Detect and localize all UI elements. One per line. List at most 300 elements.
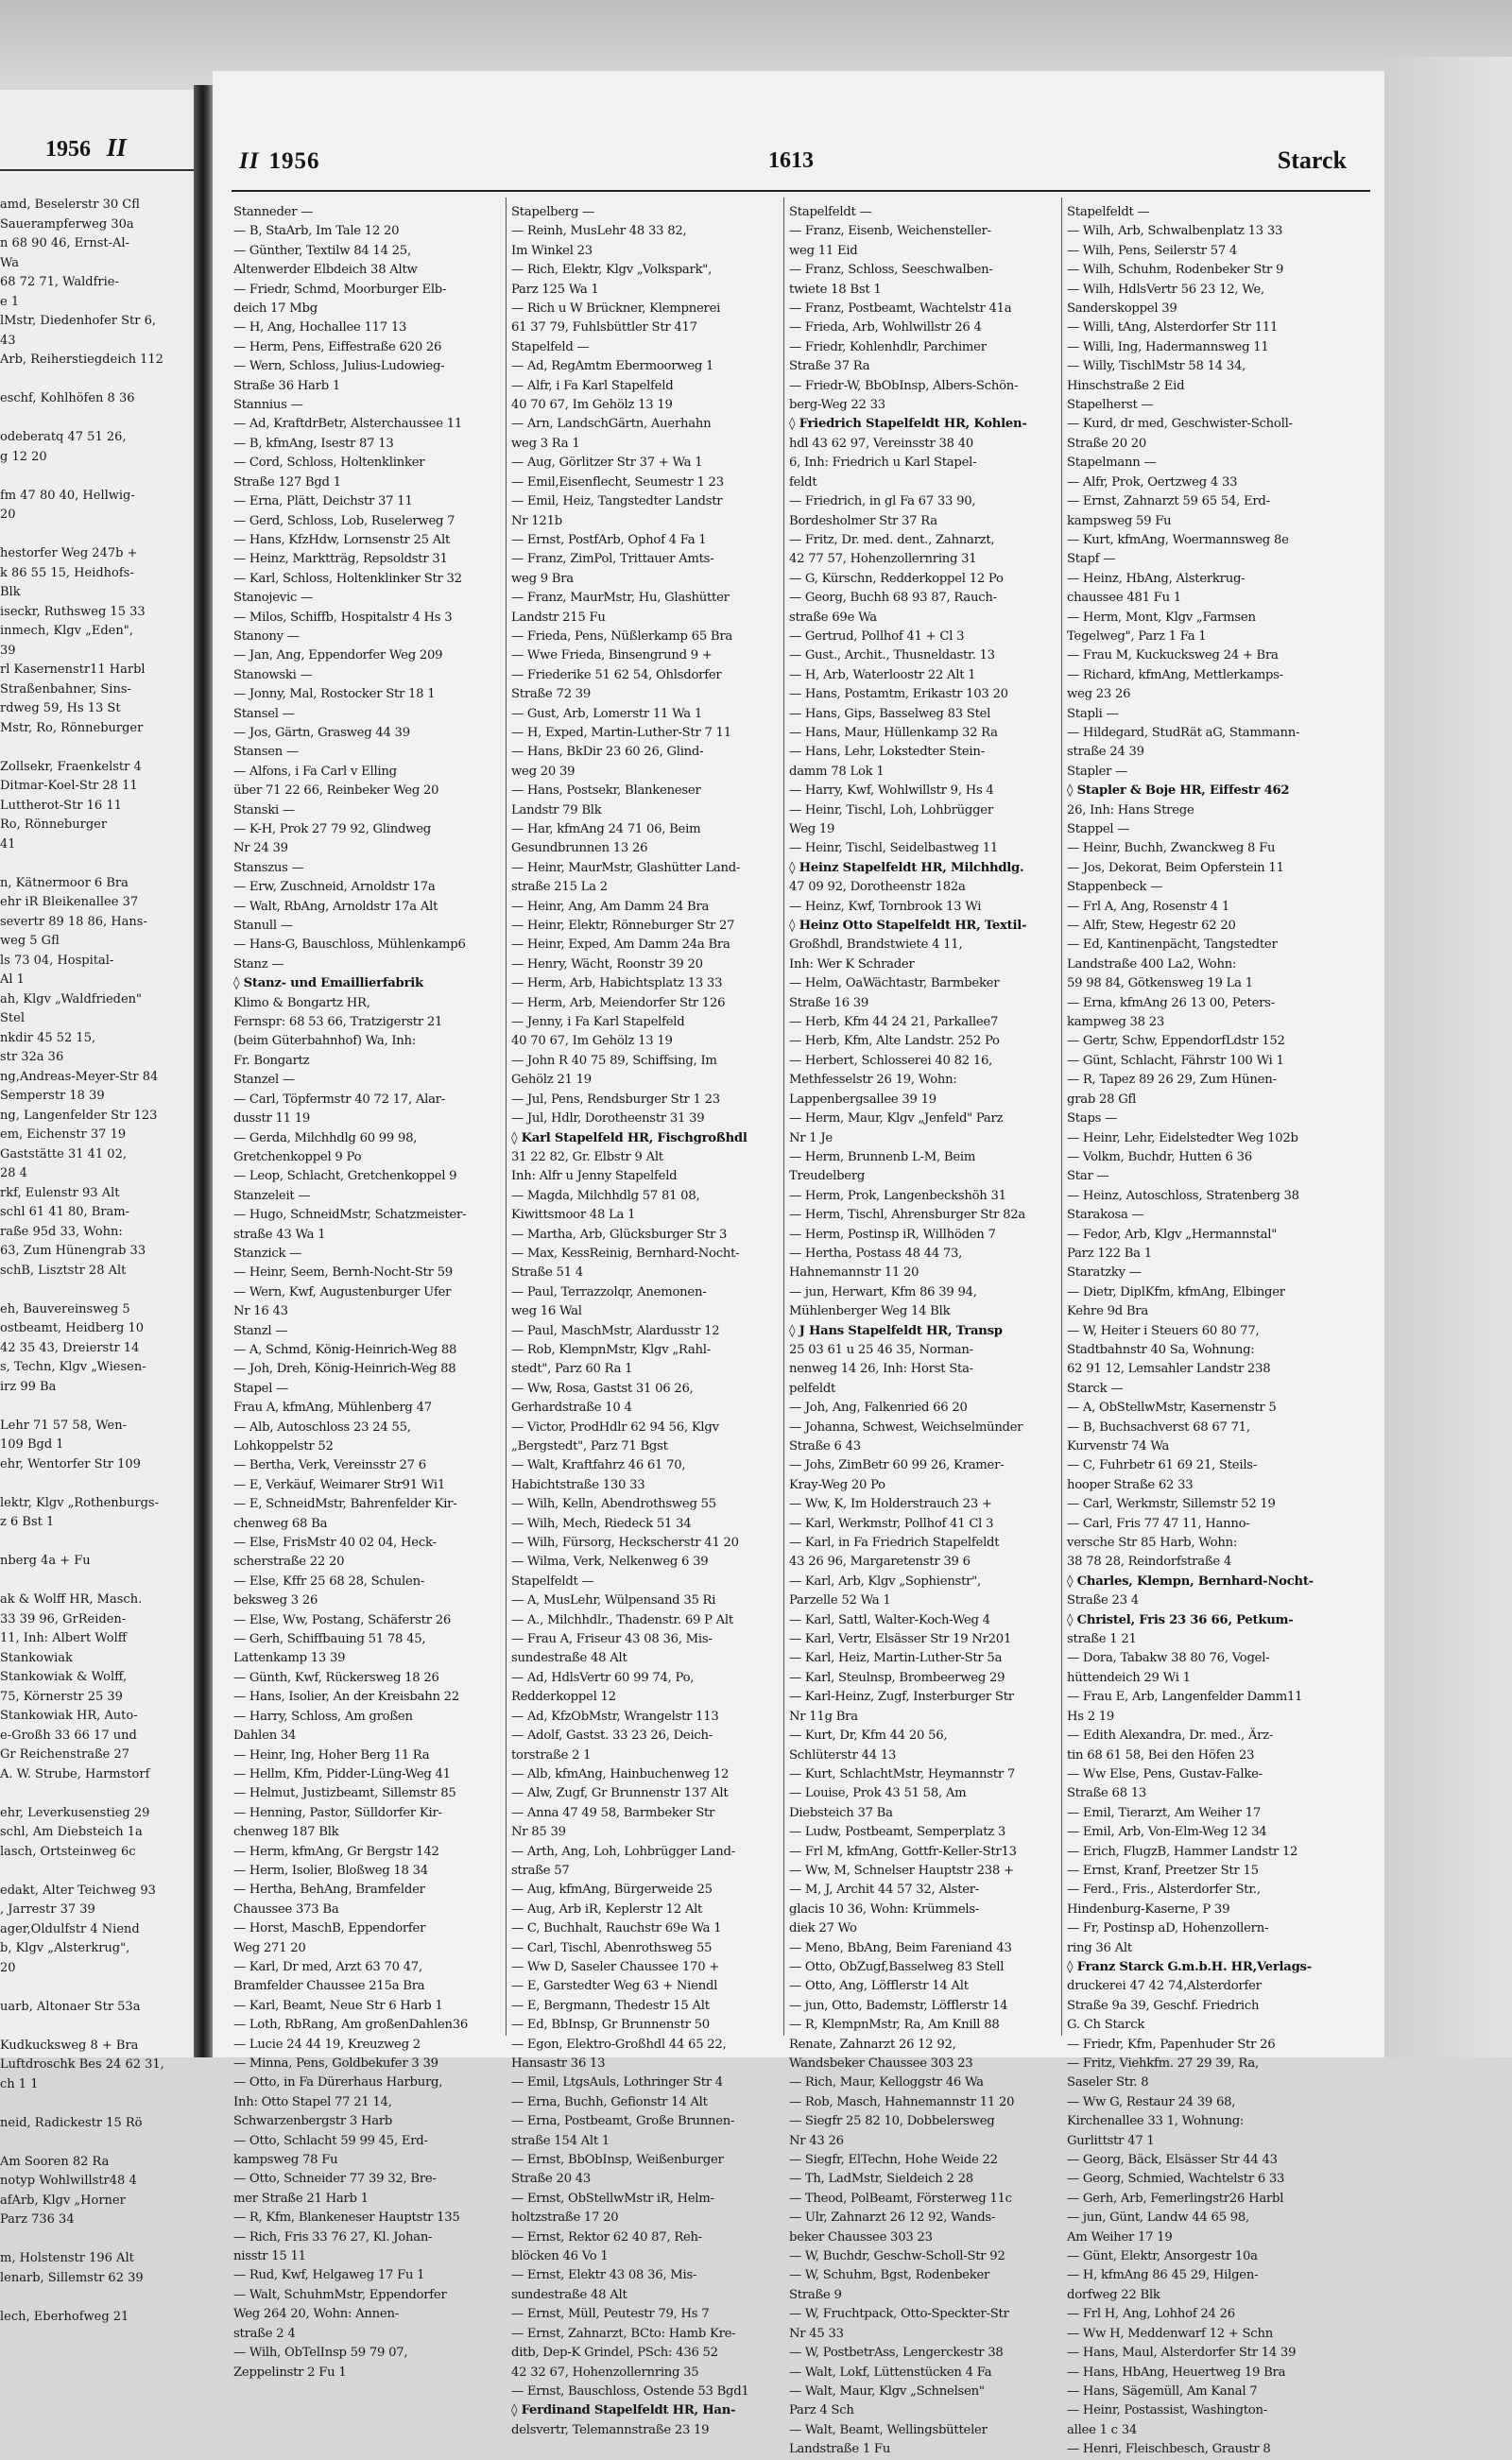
left-page-fragment	[0, 90, 194, 2324]
surname-heading: Stapler —	[1067, 764, 1128, 779]
left-page-volume: II	[106, 133, 127, 162]
directory-entry-line: — Milos, Schiffb, Hospitalstr 4 Hs 3	[233, 610, 453, 625]
directory-entry-line: — Rich, Maur, Kelloggstr 46 Wa	[789, 2075, 984, 2090]
left-fragment-line: Parz 736 34	[0, 2212, 75, 2227]
directory-entry-line: ◊ J Hans Stapelfeldt HR, Transp	[789, 1323, 1003, 1338]
directory-entry-line: Fr. Bongartz	[233, 1053, 310, 1068]
directory-entry-line: — Wilh, Mech, Riedeck 51 34	[511, 1516, 692, 1531]
left-fragment-line: Al 1	[0, 972, 25, 987]
left-fragment-line: Sauerampferweg 30a	[0, 216, 134, 232]
left-fragment-line: 11, Inh: Albert Wolff	[0, 1631, 128, 1645]
directory-entry-line: — Karl, Steulnsp, Brombeerweg 29	[789, 1670, 1005, 1685]
directory-entry-line: Weg 19	[789, 822, 835, 836]
directory-entry-line: — Hans, Maul, Alsterdorfer Str 14 39	[1067, 2346, 1297, 2361]
directory-entry-line: Stadtbahnstr 40 Sa, Wohnung:	[1067, 1342, 1255, 1357]
directory-entry-line: — Wilh, ObTelInsp 59 79 07,	[233, 2346, 408, 2361]
directory-entry-line: — Walt, Maur, Klgv „Schnelsen"	[789, 2383, 985, 2399]
directory-entry-line: — Georg, Schmied, Wachtelstr 6 33	[1067, 2172, 1285, 2187]
directory-entry-line: twiete 18 Bst 1	[789, 282, 882, 297]
directory-entry-line: — Carl, Töpfermstr 40 72 17, Alar-	[233, 1092, 445, 1107]
directory-entry-line: — Ernst, Zahnarzt, BCto: Hamb Kre-	[511, 2326, 736, 2341]
left-fragment-line: Lehr 71 57 58, Wen-	[0, 1418, 127, 1433]
directory-entry-line: — Otto, Schneider 77 39 32, Bre-	[233, 2172, 437, 2187]
directory-entry-line: Straße 9a 39, Geschf. Friedrich	[1067, 1998, 1260, 2013]
directory-entry-line: — Volkm, Buchdr, Hutten 6 36	[1067, 1149, 1252, 1164]
directory-entry-line: — Joh, Ang, Falkenried 66 20	[789, 1401, 968, 1416]
directory-entry-line: — B, kfmAng, Isestr 87 13	[233, 436, 394, 451]
directory-entry-line: 61 37 79, Fuhlsbüttler Str 417	[511, 320, 697, 335]
directory-entry-line: diek 27 Wo	[789, 1921, 857, 1936]
directory-entry-line: — Jos, Gärtn, Grasweg 44 39	[233, 725, 410, 740]
directory-entry-line: — Heinr, Buchh, Zwanckweg 8 Fu	[1067, 841, 1276, 856]
directory-entry-line: — Joh, Dreh, König-Heinrich-Weg 88	[233, 1362, 456, 1377]
left-fragment-line: 20	[0, 507, 16, 522]
directory-entry-line: — Walt, RbAng, Arnoldstr 17a Alt	[233, 899, 438, 914]
directory-entry-line: — Adolf, Gastst. 33 23 26, Deich-	[511, 1729, 713, 1744]
directory-entry-line: — Kurt, Dr, Kfm 44 20 56,	[789, 1729, 948, 1744]
directory-entry-line: — Rud, Kwf, Helgaweg 17 Fu 1	[233, 2268, 425, 2283]
directory-entry-line: weg 11 Eid	[789, 243, 858, 258]
left-fragment-line: irz 99 Ba	[0, 1379, 57, 1394]
left-fragment-line: afArb, Klgv „Horner	[0, 2193, 126, 2208]
directory-entry-line: — Günt, Schlacht, Fährstr 100 Wi 1	[1067, 1053, 1284, 1068]
directory-entry-line: — Alfr, i Fa Karl Stapelfeld	[511, 378, 674, 393]
directory-entry-line: Gesundbrunnen 13 26	[511, 841, 648, 856]
directory-entry-line: Hansastr 36 13	[511, 2056, 606, 2071]
directory-entry-line: — jun, Günt, Landw 44 65 98,	[1067, 2211, 1249, 2226]
left-fragment-line	[0, 1784, 176, 1804]
page-header	[239, 145, 1364, 179]
directory-entry-line: — Max, KessReinig, Bernhard-Nocht-	[511, 1246, 740, 1261]
directory-entry-line: — Hugo, SchneidMstr, Schatzmeister-	[233, 1208, 467, 1223]
left-fragment-line: severtr 89 18 86, Hans-	[0, 914, 147, 929]
directory-entry-line: Straße 23 4	[1067, 1593, 1139, 1608]
directory-entry-line: — Heinz, Kwf, Tornbrook 13 Wi	[789, 899, 982, 914]
column-divider	[506, 198, 507, 2036]
left-fragment-line: 109 Bgd 1	[0, 1437, 64, 1452]
directory-entry-line: — G, Kürschn, Redderkoppel 12 Po	[789, 571, 1004, 586]
surname-heading: Stapelfeldt —	[511, 1574, 594, 1589]
left-fragment-line: Stankowiak & Wolff,	[0, 1670, 128, 1684]
directory-entry-line: Nr 45 33	[789, 2326, 844, 2341]
directory-entry-line: Landstraße 400 La2, Wohn:	[1067, 956, 1237, 972]
left-fragment-line	[0, 1533, 176, 1553]
directory-entry-line: Nr 43 26	[789, 2133, 844, 2148]
directory-entry-line: — Friedrich, in gl Fa 67 33 90,	[789, 494, 976, 509]
directory-entry-line: — Ernst, Bauschloss, Ostende 53 Bgd1	[511, 2383, 749, 2399]
surname-heading: Star —	[1067, 1169, 1109, 1184]
directory-entry-line: — Ernst, Rektor 62 40 87, Reh-	[511, 2229, 703, 2245]
directory-entry-line: — Herb, Kfm 44 24 21, Parkallee7	[789, 1015, 999, 1030]
directory-entry-line: delsvertr, Telemannstraße 23 19	[511, 2422, 710, 2437]
left-fragment-line	[0, 2094, 176, 2114]
directory-entry-line: Bordesholmer Str 37 Ra	[789, 513, 937, 528]
directory-entry-line: — Alb, kfmAng, Hainbuchenweg 12	[511, 1766, 730, 1781]
directory-entry-line: Hahnemannstr 11 20	[789, 1265, 919, 1281]
directory-entry-line: — Rob, KlempnMstr, Klgv „Rahl-	[511, 1342, 711, 1357]
left-fragment-line: b, Klgv „Alsterkrug",	[0, 1941, 130, 1955]
directory-entry-line: beksweg 3 26	[233, 1593, 318, 1608]
directory-entry-line: — Ernst, Elektr 43 08 36, Mis-	[511, 2268, 697, 2283]
volume-label	[239, 148, 319, 175]
left-fragment-line: em, Eichenstr 37 19	[0, 1127, 127, 1142]
directory-entry-line: — Walt, Beamt, Wellingsbütteler	[789, 2422, 988, 2437]
directory-entry-line: — Günther, Textilw 84 14 25,	[233, 243, 411, 258]
directory-entry-line: — Lucie 24 44 19, Kreuzweg 2	[233, 2037, 421, 2052]
surname-heading: Starakosa —	[1067, 1208, 1144, 1223]
directory-entry-line: — Emil, Heiz, Tangstedter Landstr	[511, 494, 723, 509]
directory-entry-line: Lappenbergsallee 39 19	[789, 1092, 936, 1107]
left-fragment-line: 43	[0, 333, 16, 348]
directory-entry-line: 40 70 67, Im Gehölz 13 19	[511, 1034, 673, 1049]
surname-heading: Stapli —	[1067, 706, 1119, 721]
left-fragment-line: eh, Bauvereinsweg 5	[0, 1301, 130, 1316]
directory-entry-line: — Herm, Maur, Klgv „Jenfeld" Parz	[789, 1111, 1004, 1127]
directory-entry-line: — Wilh, Arb, Schwalbenplatz 13 33	[1067, 224, 1283, 239]
volume-year: 1956	[268, 148, 320, 174]
directory-entry-line: — Frau M, Kuckucksweg 24 + Bra	[1067, 648, 1279, 663]
directory-entry-line: — Th, LadMstr, Sieldeich 2 28	[789, 2172, 973, 2187]
directory-entry-line: — Johs, ZimBetr 60 99 26, Kramer-	[789, 1458, 1005, 1473]
directory-entry-line: Parz 4 Sch	[789, 2403, 854, 2418]
directory-entry-line: Landstr 215 Fu	[511, 610, 606, 625]
directory-entry-line: — W, Schuhm, Bgst, Rodenbeker	[789, 2268, 990, 2283]
directory-entry-line: — Günth, Kwf, Rückersweg 18 26	[233, 1670, 439, 1685]
directory-entry-line: — Carl, Tischl, Abenrothsweg 55	[511, 1940, 713, 1955]
left-fragment-line: notyp Wohlwillstr48 4	[0, 2174, 137, 2188]
directory-entry-line: Habichtstraße 130 33	[511, 1477, 645, 1492]
directory-entry-line: ◊ Christel, Fris 23 36 66, Petkum-	[1067, 1612, 1294, 1627]
directory-entry-line: — Heinr, Tischl, Loh, Lohbrügger	[789, 802, 993, 817]
left-fragment-line: lMstr, Diedenhofer Str 6,	[0, 314, 157, 328]
directory-entry-line: druckerei 47 42 74,Alsterdorfer	[1067, 1979, 1262, 1994]
directory-entry-line: — R, KlempnMstr, Ra, Am Knill 88	[789, 2018, 1000, 2033]
left-fragment-line	[0, 2017, 176, 2037]
directory-entry-line: Straße 6 43	[789, 1439, 861, 1454]
left-fragment-line: g 12 20	[0, 449, 47, 464]
directory-entry-line: nisstr 15 11	[233, 2249, 306, 2264]
left-fragment-line	[0, 1397, 176, 1417]
directory-entry-line: — C, Buchhalt, Rauchstr 69e Wa 1	[511, 1921, 722, 1936]
directory-entry-line: — Karl, Schloss, Holtenklinker Str 32	[233, 571, 462, 586]
directory-entry-line: chenweg 187 Blk	[233, 1825, 339, 1840]
surname-heading: Stanszus —	[233, 860, 304, 875]
directory-entry-line: Im Winkel 23	[511, 243, 593, 258]
directory-entry-line: — Hellm, Kfm, Pidder-Lüng-Weg 41	[233, 1766, 451, 1781]
directory-entry-line: — Horst, MaschB, Eppendorfer	[233, 1921, 426, 1936]
left-fragment-line: Luttherot-Str 16 11	[0, 798, 122, 813]
left-fragment-line: , Jarrestr 37 39	[0, 1902, 95, 1917]
directory-entry-line: — Aug, Görlitzer Str 37 + Wa 1	[511, 456, 703, 471]
left-fragment-line: 20	[0, 1960, 16, 1975]
surname-heading: Stapelfeldt —	[789, 205, 872, 219]
directory-entry-line: straße 215 La 2	[511, 880, 608, 895]
directory-entry-line: — Hertha, BehAng, Bramfelder	[233, 1883, 425, 1898]
directory-entry-line: Altenwerder Elbdeich 38 Altw	[233, 263, 418, 278]
directory-entry-line: — Arth, Ang, Loh, Lohbrügger Land-	[511, 1844, 735, 1859]
directory-entry-line: — Ernst, Müll, Peutestr 79, Hs 7	[511, 2307, 710, 2322]
directory-entry-line: — A, ObStellwMstr, Kasernenstr 5	[1067, 1401, 1277, 1416]
directory-entry-line: — Heinr, Exped, Am Damm 24a Bra	[511, 938, 730, 953]
directory-entry-line: weg 16 Wal	[511, 1304, 582, 1319]
directory-entry-line: — Ernst, Kranf, Preetzer Str 15	[1067, 1863, 1259, 1878]
directory-entry-line: — Rob, Masch, Hahnemannstr 11 20	[789, 2094, 1015, 2109]
directory-entry-line: 42 32 67, Hohenzollernring 35	[511, 2365, 699, 2380]
directory-entry-line: damm 78 Lok 1	[789, 764, 885, 779]
directory-entry-line: Klimo & Bongartz HR,	[233, 995, 370, 1010]
directory-entry-line: — Else, FrisMstr 40 02 04, Heck-	[233, 1536, 437, 1551]
left-fragment-line: weg 5 Gfl	[0, 934, 60, 948]
left-fragment-line: Ro, Rönneburger	[0, 817, 108, 832]
directory-entry-line: ditb, Dep-K Grindel, PSch: 436 52	[511, 2346, 718, 2361]
directory-entry-line: Kehre 9d Bra	[1067, 1304, 1148, 1319]
directory-entry-line: — Wern, Schloss, Julius-Ludowieg-	[233, 359, 445, 374]
directory-entry-line: — Alw, Zugf, Gr Brunnenstr 137 Alt	[511, 1786, 729, 1801]
directory-entry-line: Frau A, kfmAng, Mühlenberg 47	[233, 1401, 432, 1416]
left-fragment-line	[0, 2288, 176, 2308]
directory-entry-line: holtzstraße 17 20	[511, 2211, 619, 2226]
directory-entry-line: — Herbert, Schlosserei 40 82 16,	[789, 1053, 993, 1068]
directory-entry-line: Straße 20 43	[511, 2172, 592, 2187]
directory-entry-line: scherstraße 22 20	[233, 1555, 345, 1570]
directory-entry-line: Straße 51 4	[511, 1265, 583, 1281]
directory-entry-line: — Jul, Hdlr, Dorotheenstr 31 39	[511, 1111, 705, 1127]
left-fragment-line: e 1	[0, 294, 20, 309]
directory-entry-line: — Herm, Brunnenb L-M, Beim	[789, 1149, 976, 1164]
left-fragment-line	[0, 2133, 176, 2153]
left-fragment-line	[0, 1474, 176, 1494]
left-fragment-line: neid, Radickestr 15 Rö	[0, 2115, 143, 2130]
directory-entry-line: über 71 22 66, Reinbeker Weg 20	[233, 783, 439, 799]
directory-entry-line: — Ernst, ObStellwMstr iR, Helm-	[511, 2191, 714, 2206]
left-fragment-line	[0, 738, 176, 758]
directory-entry-line: — Harry, Schloss, Am großen	[233, 1709, 413, 1724]
left-fragment-line: edakt, Alter Teichweg 93	[0, 1883, 156, 1898]
directory-entry-line: Chaussee 373 Ba	[233, 1901, 339, 1917]
surname-heading: Stanojevic —	[233, 591, 313, 606]
directory-entry-line: Diebsteich 37 Ba	[789, 1805, 893, 1820]
directory-entry-line: — Karl-Heinz, Zugf, Insterburger Str	[789, 1690, 1014, 1705]
directory-entry-line: glacis 10 36, Wohn: Krümmels-	[789, 1901, 980, 1917]
left-fragment-line: 42 35 43, Dreierstr 14	[0, 1340, 140, 1355]
directory-entry-line: — Frl H, Ang, Lohhof 24 26	[1067, 2307, 1235, 2322]
directory-entry-line: Saseler Str. 8	[1067, 2075, 1149, 2090]
directory-entry-line: grab 28 Gfl	[1067, 1092, 1137, 1107]
directory-entry-line: — Magda, Milchhdlg 57 81 08,	[511, 1188, 700, 1203]
directory-entry-line: — Franz, MaurMstr, Hu, Glashütter	[511, 591, 730, 606]
left-fragment-line: schB, Lisztstr 28 Alt	[0, 1263, 127, 1278]
directory-entry-line: blöcken 46 Vo 1	[511, 2249, 609, 2264]
directory-entry-line: 38 78 28, Reindorfstraße 4	[1067, 1555, 1232, 1570]
directory-entry-line: — Else, Kffr 25 68 28, Schulen-	[233, 1574, 425, 1589]
column-divider	[1061, 198, 1062, 2036]
directory-entry-line: kampsweg 59 Fu	[1067, 513, 1172, 528]
directory-entry-line: straße 69e Wa	[789, 610, 877, 625]
directory-entry-line: — Reinh, MusLehr 48 33 82,	[511, 224, 687, 239]
directory-entry-line: — Walt, Lokf, Lüttenstücken 4 Fa	[789, 2365, 992, 2380]
directory-entry-line: Landstraße 1 Fu	[789, 2442, 891, 2457]
directory-entry-line: — Har, kfmAng 24 71 06, Beim	[511, 822, 701, 836]
directory-entry-line: chenweg 68 Ba	[233, 1516, 328, 1531]
directory-entry-line: — E, Verkäuf, Weimarer Str91 Wi1	[233, 1477, 445, 1492]
directory-entry-line: Renate, Zahnarzt 26 12 92,	[789, 2037, 956, 2052]
directory-entry-line: — Harry, Kwf, Wohlwillstr 9, Hs 4	[789, 783, 994, 799]
directory-entry-line: — E, SchneidMstr, Bahrenfelder Kir-	[233, 1497, 457, 1512]
directory-entry-line: — A, Schmd, König-Heinrich-Weg 88	[233, 1342, 457, 1357]
directory-entry-line: kampweg 38 23	[1067, 1015, 1165, 1030]
directory-entry-line: sundestraße 48 Alt	[511, 1651, 627, 1666]
directory-entry-line: allee 1 c 34	[1067, 2422, 1138, 2437]
directory-entry-line: — Else, Ww, Postang, Schäferstr 26	[233, 1612, 451, 1627]
left-fragment-line	[0, 854, 176, 874]
directory-entry-line: Hs 2 19	[1067, 1709, 1115, 1724]
directory-entry-line: mer Straße 21 Harb 1	[233, 2191, 369, 2206]
surname-heading: Stapel —	[233, 1381, 289, 1396]
left-fragment-line: Ditmar-Koel-Str 28 11	[0, 779, 138, 793]
directory-entry-line: — Emil,Eisenflecht, Seumestr 1 23	[511, 474, 724, 490]
directory-entry-line: — Ww G, Restaur 24 39 68,	[1067, 2094, 1236, 2109]
directory-entry-line: — Alfr, Prok, Oertzweg 4 33	[1067, 474, 1238, 490]
surname-heading: Stanzl —	[233, 1323, 288, 1338]
directory-entry-line: Bramfelder Chaussee 215a Bra	[233, 1979, 425, 1994]
left-fragment-line: rkf, Eulenstr 93 Alt	[0, 1185, 120, 1200]
directory-entry-line: — W, Buchdr, Geschw-Scholl-Str 92	[789, 2249, 1005, 2264]
directory-entry-line: straße 57	[511, 1863, 570, 1878]
left-fragment-line: 33 39 96, GrReiden-	[0, 1611, 127, 1626]
directory-entry-line: Hindenburg-Kaserne, P 39	[1067, 1901, 1230, 1917]
left-fragment-line: Zollsekr, Fraenkelstr 4	[0, 759, 142, 774]
directory-entry-line: — Victor, ProdHdlr 62 94 56, Klgv	[511, 1419, 719, 1435]
directory-entry-line: — B, Buchsachverst 68 67 71,	[1067, 1419, 1250, 1435]
left-fragment-line: eschf, Kohlhöfen 8 36	[0, 391, 135, 405]
directory-entry-line: — Kurd, dr med, Geschwister-Scholl-	[1067, 417, 1293, 432]
directory-entry-line: — Ww Else, Pens, Gustav-Falke-	[1067, 1766, 1263, 1781]
directory-entry-line: — Kurt, kfmAng, Woermannsweg 8e	[1067, 532, 1289, 547]
directory-entry-line: — Friedr-W, BbObInsp, Albers-Schön-	[789, 378, 1019, 393]
directory-entry-line: — Kurt, SchlachtMstr, Heymannstr 7	[789, 1766, 1015, 1781]
directory-entry-line: — Fedor, Arb, Klgv „Hermannstal"	[1067, 1227, 1278, 1242]
left-fragment-line: ehr, Leverkusenstieg 29	[0, 1805, 150, 1820]
surname-heading: Stanzick —	[233, 1246, 302, 1261]
directory-entry-line: 26, Inh: Hans Strege	[1067, 802, 1194, 817]
directory-entry-line: Nr 121b	[511, 513, 562, 528]
directory-entry-line: — Ed, Kantinenpächt, Tangstedter	[1067, 938, 1278, 953]
directory-entry-line: — Franz, Eisenb, Weichensteller-	[789, 224, 991, 239]
left-fragment-line: A. W. Strube, Harmstorf	[0, 1766, 150, 1781]
left-fragment-line: Arb, Reiherstiegdeich 112	[0, 353, 163, 367]
directory-entry-line: weg 9 Bra	[511, 571, 574, 586]
directory-entry-line: 43 26 96, Margaretenstr 39 6	[789, 1555, 971, 1570]
directory-entry-line: straße 2 4	[233, 2326, 296, 2341]
directory-entry-line: Straße 20 20	[1067, 436, 1147, 451]
directory-entry-line: dusstr 11 19	[233, 1111, 311, 1127]
left-fragment-line	[0, 1862, 176, 1882]
left-fragment-line: str 32a 36	[0, 1050, 64, 1064]
left-fragment-line	[0, 525, 176, 545]
directory-entry-line: — Erw, Zuschneid, Arnoldstr 17a	[233, 880, 436, 895]
directory-entry-line: — Wilh, Fürsorg, Heckscherstr 41 20	[511, 1536, 739, 1551]
surname-heading: Stannius —	[233, 398, 303, 413]
directory-entry-line: — Franz, Schloss, Seeschwalben-	[789, 263, 993, 278]
directory-entry-line: Lattenkamp 13 39	[233, 1651, 346, 1666]
directory-entry-line: Kray-Weg 20 Po	[789, 1477, 885, 1492]
directory-entry-line: Straße 68 13	[1067, 1786, 1147, 1801]
directory-entry-line: beker Chaussee 303 23	[789, 2229, 933, 2245]
directory-entry-line: — Karl, Arb, Klgv „Sophienstr",	[789, 1574, 981, 1589]
directory-entry-line: — Herm, Mont, Klgv „Farmsen	[1067, 610, 1256, 625]
directory-entry-line: Weg 264 20, Wohn: Annen-	[233, 2307, 399, 2322]
directory-entry-line: — Gerh, Schiffbauing 51 78 45,	[233, 1632, 426, 1647]
left-fragment-line: n, Kätnermoor 6 Bra	[0, 875, 129, 890]
directory-entry-line: ◊ Stanz- und Emaillierfabrik	[233, 976, 423, 991]
directory-entry-line: — Karl, Werkmstr, Pollhof 41 Cl 3	[789, 1516, 994, 1531]
directory-entry-line: — Ed, BbInsp, Gr Brunnenstr 50	[511, 2018, 710, 2033]
directory-entry-line: Straße 9	[789, 2287, 842, 2302]
directory-entry-line: — Karl, Sattl, Walter-Koch-Weg 4	[789, 1612, 990, 1627]
directory-entry-line: straße 43 Wa 1	[233, 1227, 326, 1242]
directory-entry-line: — Herm, Arb, Habichtsplatz 13 33	[511, 976, 723, 991]
directory-entry-line: — Heinr, Seem, Bernh-Nocht-Str 59	[233, 1265, 453, 1281]
directory-entry-line: — Emil, LtgsAuls, Lothringer Str 4	[511, 2075, 723, 2090]
left-fragment-line: Stankowiak	[0, 1650, 73, 1665]
directory-entry-line: — Gust, Arb, Lomerstr 11 Wa 1	[511, 706, 702, 721]
directory-entry-line: — Ad, HdlsVertr 60 99 74, Po,	[511, 1670, 695, 1685]
directory-entry-line: — Otto, ObZugf,Basselweg 83 Stell	[789, 1959, 1005, 1974]
directory-entry-line: versche Str 85 Harb, Wohn:	[1067, 1536, 1238, 1551]
directory-entry-line: Nr 16 43	[233, 1304, 288, 1319]
directory-entry-line: Gretchenkoppel 9 Po	[233, 1149, 362, 1164]
surname-heading: Stanz —	[233, 956, 284, 972]
surname-heading: Stanull —	[233, 919, 293, 934]
directory-entry-line: — E, Garstedter Weg 63 + Niendl	[511, 1979, 718, 1994]
directory-entry-line: — Bertha, Verk, Vereinsstr 27 6	[233, 1458, 426, 1473]
surname-heading: Stanneder —	[233, 205, 314, 219]
directory-entry-line: — H, Arb, Waterloostr 22 Alt 1	[789, 667, 976, 682]
directory-entry-line: — Ww D, Saseler Chaussee 170 +	[511, 1959, 720, 1974]
directory-entry-line: — A, MusLehr, Wülpensand 35 Ri	[511, 1593, 716, 1608]
directory-entry-line: — John R 40 75 89, Schiffsing, Im	[511, 1053, 717, 1068]
directory-entry-line: — Erich, FlugzB, Hammer Landstr 12	[1067, 1844, 1298, 1859]
directory-entry-line: Sanderskoppel 39	[1067, 301, 1177, 317]
directory-entry-line: — Friederike 51 62 54, Ohlsdorfer	[511, 667, 722, 682]
directory-entry-line: — Karl, Vertr, Elsässer Str 19 Nr201	[789, 1632, 1012, 1647]
directory-entry-line: Straße 127 Bgd 1	[233, 474, 341, 490]
directory-entry-line: — Jan, Ang, Eppendorfer Weg 209	[233, 648, 443, 663]
directory-entry-line: — Günt, Elektr, Ansorgestr 10a	[1067, 2249, 1258, 2264]
directory-entry-line: — Georg, Buchh 68 93 87, Rauch-	[789, 591, 997, 606]
directory-entry-line: Kurvenstr 74 Wa	[1067, 1439, 1170, 1454]
directory-entry-line: — Heinr, Ang, Am Damm 24 Bra	[511, 899, 710, 914]
directory-entry-line: Straße 72 39	[511, 687, 592, 702]
directory-entry-line: — Heinr, MaurMstr, Glashütter Land-	[511, 860, 741, 875]
directory-entry-line: Nr 1 Je	[789, 1130, 833, 1145]
directory-entry-line: — Otto, Ang, Löfflerstr 14 Alt	[789, 1979, 969, 1994]
header-rule	[232, 190, 1370, 192]
directory-entry-line: — C, Fuhrbetr 61 69 21, Steils-	[1067, 1458, 1258, 1473]
left-fragment-line	[0, 467, 176, 487]
directory-entry-line: hüttendeich 29 Wi 1	[1067, 1670, 1191, 1685]
directory-entry-line: — Emil, Tierarzt, Am Weiher 17	[1067, 1805, 1262, 1820]
directory-entry-line: — Hildegard, StudRät aG, Stammann-	[1067, 725, 1300, 740]
directory-entry-line: — Gerd, Schloss, Lob, Ruselerweg 7	[233, 513, 455, 528]
directory-entry-line: — Willi, tAng, Alsterdorfer Str 111	[1067, 320, 1279, 335]
directory-entry-line: — Herm, Arb, Meiendorfer Str 126	[511, 995, 726, 1010]
surname-heading: Stansel —	[233, 706, 295, 721]
directory-entry-line: — Herm, kfmAng, Gr Bergstr 142	[233, 1844, 439, 1859]
directory-entry-line: — Alfr, Stew, Hegestr 62 20	[1067, 919, 1236, 934]
directory-entry-line: — Hans, Gips, Basselweg 83 Stel	[789, 706, 991, 721]
left-page-header	[45, 133, 127, 163]
